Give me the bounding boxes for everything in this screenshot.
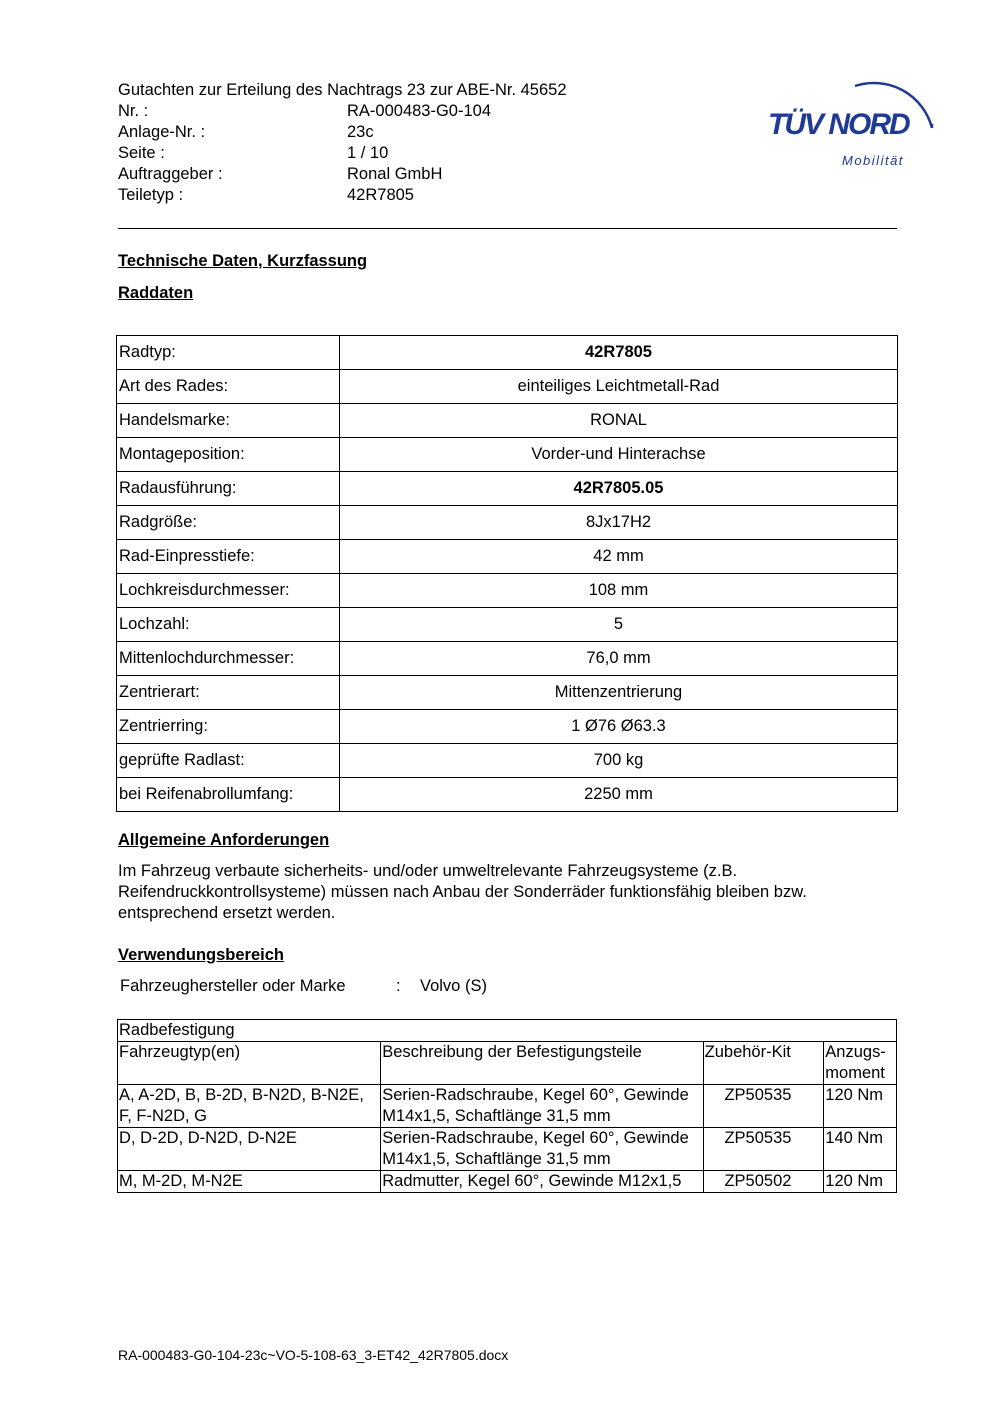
radbefestigung-table [117,1019,897,1193]
raddaten-value: 42R7805 [340,336,898,370]
fahrzeughersteller-value: Volvo (S) [420,977,487,995]
raddaten-value: 108 mm [340,574,898,608]
fahrzeughersteller-separator: : [396,977,401,995]
logo-subtitle: Mobilität [842,153,904,168]
section-heading-technische-daten: Technische Daten, Kurzfassung [118,252,368,270]
radbefestigung-header-row [118,1042,897,1085]
section-heading-verwendung: Verwendungsbereich [118,946,284,964]
raddaten-label: Zentrierart: [117,676,340,710]
fahrzeugtyp-cell: M, M-2D, M-N2E [118,1171,381,1193]
raddaten-label: Handelsmarke: [117,404,340,438]
zubehoer-kit-cell: ZP50535 [703,1085,824,1128]
radbefestigung-row [118,1085,897,1128]
logo-text: TÜV NORD [768,108,909,141]
header-title: Gutachten zur Erteilung des Nachtrags 23 zur ABE-Nr. 45652 [118,81,567,99]
header-key: Seite : [118,144,165,162]
header-value: 1 / 10 [347,144,389,162]
raddaten-label: Radtyp: [117,336,340,370]
header-cell: Fahrzeugtyp(en) [118,1042,381,1085]
radbefestigung-body [118,1085,897,1193]
raddaten-table [116,335,898,812]
header-cell: Anzugs-moment [824,1042,897,1085]
raddaten-row [117,744,898,778]
header-cell: Zubehör-Kit [703,1042,824,1085]
anzugsmoment-cell: 140 Nm [824,1128,897,1171]
raddaten-row [117,608,898,642]
raddaten-label: Montageposition: [117,438,340,472]
radbefestigung-title: Radbefestigung [118,1020,897,1042]
raddaten-label: bei Reifenabrollumfang: [117,778,340,812]
fahrzeughersteller-line [120,977,487,996]
raddaten-row [117,404,898,438]
raddaten-label: Radausführung: [117,472,340,506]
fahrzeughersteller-label: Fahrzeughersteller oder Marke [120,977,346,995]
allgemeine-paragraph: Im Fahrzeug verbaute sicherheits- und/oder umweltrelevante Fahrzeugsysteme (z.B. Reifendruckkontrollsysteme) müssen nach Anbau der Sonderräder funktionsfähig bleiben bzw. entsprechend ersetzt werden. [118,862,807,922]
header-value: RA-000483-G0-104 [347,102,492,120]
raddaten-value: 700 kg [340,744,898,778]
beschreibung-cell: Radmutter, Kegel 60°, Gewinde M12x1,5 [381,1171,703,1193]
fahrzeugtyp-cell: A, A-2D, B, B-2D, B-N2D, B-N2E, F, F-N2D, G [118,1085,381,1128]
raddaten-value: RONAL [340,404,898,438]
header-key: Anlage-Nr. : [118,123,206,141]
raddaten-row [117,710,898,744]
raddaten-value: Vorder-und Hinterachse [340,438,898,472]
raddaten-label: Lochzahl: [117,608,340,642]
raddaten-label: Art des Rades: [117,370,340,404]
header-key: Auftraggeber : [118,165,223,183]
radbefestigung-row [118,1171,897,1193]
radbefestigung-title-row [118,1020,897,1042]
raddaten-label: Lochkreisdurchmesser: [117,574,340,608]
raddaten-label: Radgröße: [117,506,340,540]
raddaten-row [117,438,898,472]
anzugsmoment-cell: 120 Nm [824,1085,897,1128]
header-key: Nr. : [118,102,149,120]
raddaten-row [117,472,898,506]
raddaten-label: geprüfte Radlast: [117,744,340,778]
beschreibung-cell: Serien-Radschraube, Kegel 60°, Gewinde M14x1,5, Schaftlänge 31,5 mm [381,1128,703,1171]
header-key: Teiletyp : [118,186,184,204]
radbefestigung-row [118,1128,897,1171]
fahrzeugtyp-cell: D, D-2D, D-N2D, D-N2E [118,1128,381,1171]
raddaten-row [117,540,898,574]
raddaten-label: Zentrierring: [117,710,340,744]
raddaten-value: 42 mm [340,540,898,574]
header-value: 23c [347,123,374,141]
document-header [118,80,567,206]
header-row [118,143,567,164]
section-heading-raddaten: Raddaten [118,284,194,302]
raddaten-value: 8Jx17H2 [340,506,898,540]
raddaten-row [117,676,898,710]
header-row [118,164,567,185]
header-row [118,101,567,122]
anzugsmoment-cell: 120 Nm [824,1171,897,1193]
footer-filename: RA-000483-G0-104-23c~VO-5-108-63_3-ET42_42R7805.docx [118,1347,509,1363]
header-divider [118,228,897,229]
raddaten-value: 1 Ø76 Ø63.3 [340,710,898,744]
header-value: Ronal GmbH [347,165,443,183]
raddaten-label: Mittenlochdurchmesser: [117,642,340,676]
raddaten-row [117,336,898,370]
header-cell: Beschreibung der Befestigungsteile [381,1042,703,1085]
raddaten-table-body [117,336,898,812]
raddaten-label: Rad-Einpresstiefe: [117,540,340,574]
raddaten-value: 76,0 mm [340,642,898,676]
raddaten-value: einteiliges Leichtmetall-Rad [340,370,898,404]
beschreibung-cell: Serien-Radschraube, Kegel 60°, Gewinde M14x1,5, Schaftlänge 31,5 mm [381,1085,703,1128]
raddaten-row [117,506,898,540]
raddaten-value: 2250 mm [340,778,898,812]
tuv-nord-logo [760,56,950,176]
header-row [118,185,567,206]
raddaten-row [117,370,898,404]
zubehoer-kit-cell: ZP50535 [703,1128,824,1171]
header-row [118,122,567,143]
raddaten-value: Mittenzentrierung [340,676,898,710]
raddaten-row [117,574,898,608]
raddaten-value: 42R7805.05 [340,472,898,506]
zubehoer-kit-cell: ZP50502 [703,1171,824,1193]
header-value: 42R7805 [347,186,414,204]
raddaten-value: 5 [340,608,898,642]
section-heading-allgemeine: Allgemeine Anforderungen [118,831,330,849]
raddaten-row [117,642,898,676]
raddaten-row [117,778,898,812]
